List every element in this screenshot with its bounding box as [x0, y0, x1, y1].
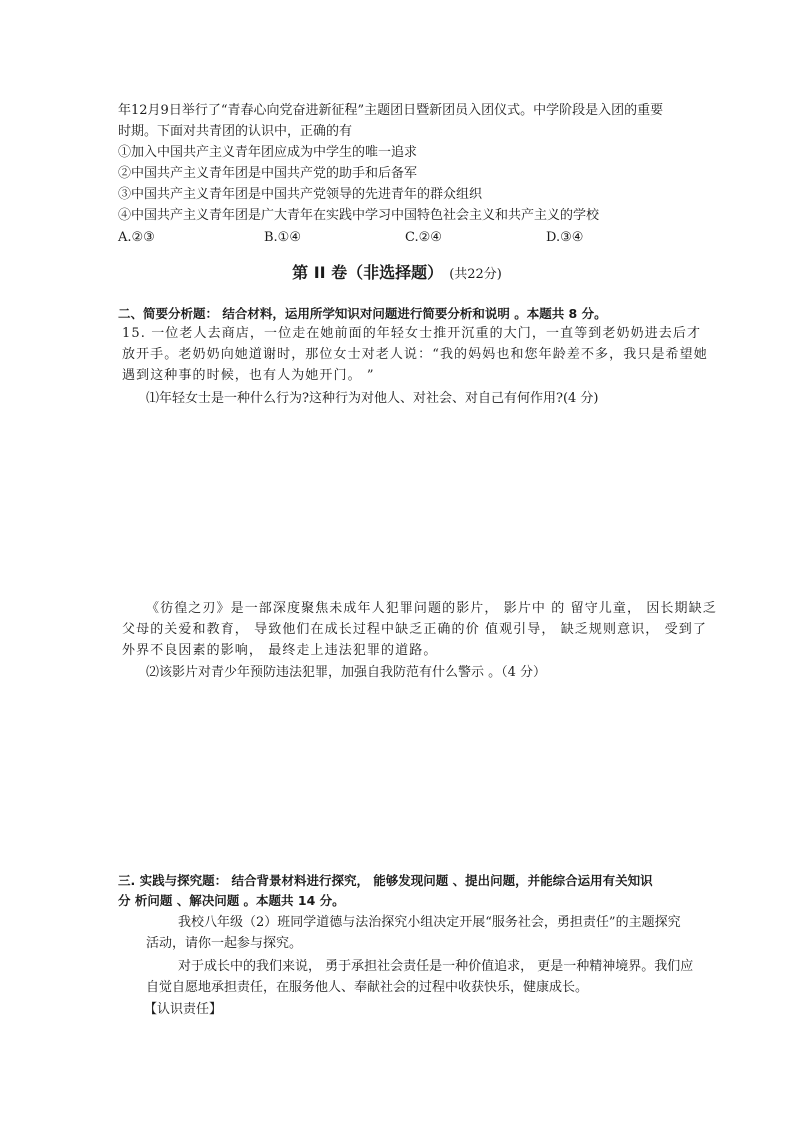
recognize-responsibility-heading: 【认识责任】	[144, 1002, 223, 1017]
section-three-heading-line-1: 三. 实践与探究题： 结合背景材料进行探究， 能够发现问题 、提出问题，并能综合运用有关知识	[118, 873, 653, 888]
q15-sub-question-1: ⑴年轻女士是一种什么行为?这种行为对他人、对社会、对自己有何作用?(4 分)	[146, 391, 599, 406]
section-three-intro-line-1: 我校八年级（2）班同学道德与法治探究小组决定开展“服务社会，勇担责任”的主题探究	[178, 915, 681, 930]
part-two-title	[0, 262, 794, 286]
section-two-heading: 二、简要分析题： 结合材料，运用所学知识对问题进行简要分析和说明 。本题共 8 分。	[118, 306, 607, 321]
q15-material-line-3: 遇到这种事的时候，也有人为她开门。 ”	[122, 368, 375, 383]
q14-statement-2: ②中国共产主义青年团是中国共产党的助手和后备军	[118, 166, 418, 181]
q14-stem-line-2: 时期。下面对共青团的认识中，正确的有	[118, 124, 353, 139]
section-three-intro-line-2: 活动，请你一起参与探究。	[146, 936, 303, 951]
answer-area-1[interactable]	[118, 415, 718, 595]
q14-statement-4: ④中国共产主义青年团是广大青年在实践中学习中国特色社会主义和共产主义的学校	[118, 208, 600, 223]
q14-option-a[interactable]: A.②③	[118, 230, 155, 245]
answer-area-2[interactable]	[118, 690, 718, 860]
section-three-para-line-2: 自觉自愿地承担责任，在服务他人、奉献社会的过程中收获快乐，健康成长。	[146, 980, 589, 995]
q15-material-line-1: 15. 一位老人去商店，一位走在她前面的年轻女士推开沉重的大门，一直等到老奶奶进去后才	[122, 326, 702, 341]
q14-stem-line-1: 年12月9日举行了“青春心向党奋进新征程”主题团日暨新团员入团仪式。中学阶段是入团的重要	[118, 103, 664, 118]
q14-option-d[interactable]: D.③④	[546, 230, 584, 245]
material-2-line-1: 《彷徨之刃》是一部深度聚焦未成年人犯罪问题的影片， 影片中 的 留守儿童， 因长期缺乏	[146, 601, 717, 616]
q14-statement-3: ③中国共产主义青年团是中国共产党领导的先进青年的群众组织	[118, 187, 483, 202]
section-three-para-line-1: 对于成长中的我们来说， 勇于承担社会责任是一种价值追求， 更是一种精神境界。我们应	[178, 959, 694, 974]
q14-options	[118, 230, 718, 246]
section-three-heading-line-2: 分 析问题 、解决问题 。本题共 14 分。	[118, 893, 345, 908]
part-two-score: (共22分)	[449, 267, 502, 282]
material-2-line-2: 父母的关爱和教育， 导致他们在成长过程中缺乏正确的价 值观引导， 缺乏规则意识， 受到了	[122, 622, 707, 637]
part-two-title-text: 第 II 卷（非选择题）	[292, 263, 444, 282]
q15-sub-question-2: ⑵该影片对青少年预防违法犯罪，加强自我防范有什么警示 。（4 分）	[146, 665, 547, 680]
q14-statement-1: ①加入中国共产主义青年团应成为中学生的唯一追求	[118, 145, 418, 160]
q15-material-line-2: 放开手。老奶奶向她道谢时，那位女士对老人说：“我的妈妈也和您年龄差不多，我只是希望她	[122, 347, 708, 362]
q14-option-c[interactable]: C.②④	[405, 230, 442, 245]
material-2-line-3: 外界不良因素的影响， 最终走上违法犯罪的道路。	[122, 643, 438, 658]
q14-option-b[interactable]: B.①④	[264, 230, 301, 245]
